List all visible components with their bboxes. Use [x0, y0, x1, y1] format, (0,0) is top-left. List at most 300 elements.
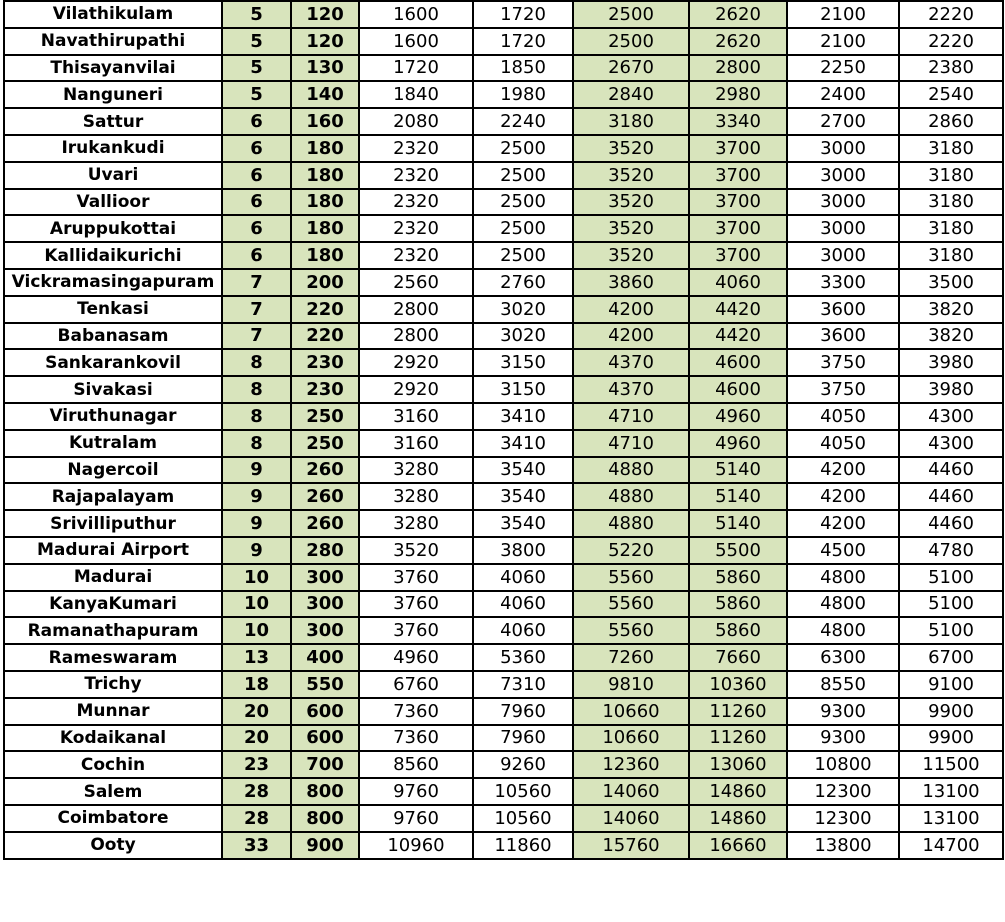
place-name: Thisayanvilai: [4, 55, 222, 82]
rate-b-cell: 2500: [473, 162, 573, 189]
rate-a-cell: 2920: [359, 349, 473, 376]
rate-a-cell: 4960: [359, 644, 473, 671]
rate-d-cell: 4420: [689, 296, 787, 323]
rate-a-cell: 1600: [359, 28, 473, 55]
rate-b-cell: 3410: [473, 403, 573, 430]
rate-a-cell: 3280: [359, 510, 473, 537]
place-name: Madurai: [4, 564, 222, 591]
place-name: Vickramasingapuram: [4, 269, 222, 296]
rate-e-cell: 4200: [787, 510, 899, 537]
rate-f-cell: 3180: [899, 135, 1003, 162]
rate-b-cell: 7960: [473, 725, 573, 752]
rate-d-cell: 2800: [689, 55, 787, 82]
rate-b-cell: 7310: [473, 671, 573, 698]
hours-cell: 6: [222, 189, 291, 216]
rate-f-cell: 3820: [899, 323, 1003, 350]
rate-c-cell: 3520: [573, 135, 689, 162]
table-row: [4, 108, 1003, 135]
rate-d-cell: 5860: [689, 564, 787, 591]
km-cell: 230: [291, 349, 359, 376]
hours-cell: 18: [222, 671, 291, 698]
hours-cell: 13: [222, 644, 291, 671]
rate-c-cell: 2840: [573, 81, 689, 108]
table-row: [4, 698, 1003, 725]
km-cell: 180: [291, 135, 359, 162]
rate-e-cell: 2100: [787, 28, 899, 55]
rate-c-cell: 3180: [573, 108, 689, 135]
hours-cell: 20: [222, 698, 291, 725]
rate-f-cell: 3180: [899, 242, 1003, 269]
place-name: Ramanathapuram: [4, 617, 222, 644]
table-row: [4, 457, 1003, 484]
table-row: [4, 296, 1003, 323]
hours-cell: 8: [222, 430, 291, 457]
rate-f-cell: 4460: [899, 510, 1003, 537]
rate-f-cell: 4300: [899, 403, 1003, 430]
rate-a-cell: 3160: [359, 403, 473, 430]
rate-c-cell: 12360: [573, 751, 689, 778]
rate-a-cell: 1720: [359, 55, 473, 82]
fare-table: [3, 0, 1004, 860]
rate-f-cell: 2860: [899, 108, 1003, 135]
place-name: Irukankudi: [4, 135, 222, 162]
place-name: Rajapalayam: [4, 483, 222, 510]
table-row: [4, 805, 1003, 832]
rate-a-cell: 2320: [359, 135, 473, 162]
rate-c-cell: 3520: [573, 215, 689, 242]
place-name: Kutralam: [4, 430, 222, 457]
table-row: [4, 644, 1003, 671]
rate-a-cell: 1840: [359, 81, 473, 108]
km-cell: 180: [291, 215, 359, 242]
rate-d-cell: 2620: [689, 28, 787, 55]
hours-cell: 20: [222, 725, 291, 752]
hours-cell: 5: [222, 28, 291, 55]
hours-cell: 9: [222, 457, 291, 484]
rate-c-cell: 3520: [573, 162, 689, 189]
rate-f-cell: 5100: [899, 617, 1003, 644]
rate-c-cell: 15760: [573, 832, 689, 859]
rate-f-cell: 3180: [899, 162, 1003, 189]
rate-b-cell: 5360: [473, 644, 573, 671]
km-cell: 550: [291, 671, 359, 698]
rate-e-cell: 6300: [787, 644, 899, 671]
rate-c-cell: 14060: [573, 805, 689, 832]
place-name: Kallidaikurichi: [4, 242, 222, 269]
km-cell: 260: [291, 510, 359, 537]
place-name: Navathirupathi: [4, 28, 222, 55]
km-cell: 300: [291, 564, 359, 591]
rate-e-cell: 3600: [787, 296, 899, 323]
place-name: Sivakasi: [4, 376, 222, 403]
km-cell: 900: [291, 832, 359, 859]
rate-e-cell: 4050: [787, 430, 899, 457]
hours-cell: 7: [222, 323, 291, 350]
rate-a-cell: 2320: [359, 162, 473, 189]
hours-cell: 9: [222, 510, 291, 537]
hours-cell: 5: [222, 55, 291, 82]
table-row: [4, 832, 1003, 859]
rate-b-cell: 2500: [473, 189, 573, 216]
rate-a-cell: 3520: [359, 537, 473, 564]
rate-a-cell: 10960: [359, 832, 473, 859]
rate-f-cell: 9100: [899, 671, 1003, 698]
rate-b-cell: 1720: [473, 1, 573, 28]
rate-f-cell: 2220: [899, 1, 1003, 28]
rate-e-cell: 4500: [787, 537, 899, 564]
rate-e-cell: 12300: [787, 805, 899, 832]
place-name: Madurai Airport: [4, 537, 222, 564]
table-row: [4, 537, 1003, 564]
km-cell: 250: [291, 403, 359, 430]
hours-cell: 7: [222, 269, 291, 296]
rate-e-cell: 3300: [787, 269, 899, 296]
rate-d-cell: 3700: [689, 135, 787, 162]
km-cell: 220: [291, 323, 359, 350]
rate-e-cell: 8550: [787, 671, 899, 698]
rate-e-cell: 3750: [787, 376, 899, 403]
rate-f-cell: 11500: [899, 751, 1003, 778]
place-name: KanyaKumari: [4, 591, 222, 618]
rate-d-cell: 4600: [689, 349, 787, 376]
rate-f-cell: 6700: [899, 644, 1003, 671]
rate-d-cell: 11260: [689, 725, 787, 752]
table-row: [4, 778, 1003, 805]
rate-b-cell: 1720: [473, 28, 573, 55]
hours-cell: 6: [222, 215, 291, 242]
rate-d-cell: 3700: [689, 189, 787, 216]
km-cell: 300: [291, 591, 359, 618]
rate-f-cell: 2380: [899, 55, 1003, 82]
place-name: Ooty: [4, 832, 222, 859]
km-cell: 180: [291, 242, 359, 269]
rate-a-cell: 8560: [359, 751, 473, 778]
rate-a-cell: 3760: [359, 564, 473, 591]
rate-c-cell: 9810: [573, 671, 689, 698]
table-row: [4, 162, 1003, 189]
rate-f-cell: 9900: [899, 698, 1003, 725]
rate-b-cell: 4060: [473, 617, 573, 644]
hours-cell: 9: [222, 537, 291, 564]
rate-e-cell: 3750: [787, 349, 899, 376]
rate-c-cell: 2670: [573, 55, 689, 82]
table-row: [4, 28, 1003, 55]
rate-c-cell: 14060: [573, 778, 689, 805]
hours-cell: 6: [222, 242, 291, 269]
rate-c-cell: 4200: [573, 323, 689, 350]
rate-a-cell: 2800: [359, 296, 473, 323]
place-name: Nagercoil: [4, 457, 222, 484]
hours-cell: 23: [222, 751, 291, 778]
rate-e-cell: 4800: [787, 617, 899, 644]
km-cell: 250: [291, 430, 359, 457]
rate-d-cell: 5500: [689, 537, 787, 564]
rate-f-cell: 4460: [899, 483, 1003, 510]
rate-f-cell: 9900: [899, 725, 1003, 752]
rate-e-cell: 4200: [787, 483, 899, 510]
place-name: Tenkasi: [4, 296, 222, 323]
rate-c-cell: 4710: [573, 430, 689, 457]
table-row: [4, 430, 1003, 457]
hours-cell: 8: [222, 403, 291, 430]
table-row: [4, 323, 1003, 350]
rate-f-cell: 5100: [899, 591, 1003, 618]
rate-d-cell: 3700: [689, 215, 787, 242]
rate-b-cell: 3410: [473, 430, 573, 457]
table-row: [4, 483, 1003, 510]
table-row: [4, 564, 1003, 591]
rate-b-cell: 2500: [473, 215, 573, 242]
rate-a-cell: 3760: [359, 617, 473, 644]
hours-cell: 8: [222, 349, 291, 376]
place-name: Aruppukottai: [4, 215, 222, 242]
rate-b-cell: 3540: [473, 457, 573, 484]
table-row: [4, 510, 1003, 537]
rate-d-cell: 11260: [689, 698, 787, 725]
table-row: [4, 349, 1003, 376]
rate-f-cell: 5100: [899, 564, 1003, 591]
rate-b-cell: 10560: [473, 778, 573, 805]
rate-b-cell: 1850: [473, 55, 573, 82]
rate-c-cell: 5220: [573, 537, 689, 564]
rate-e-cell: 3000: [787, 189, 899, 216]
rate-c-cell: 5560: [573, 617, 689, 644]
rate-c-cell: 4880: [573, 510, 689, 537]
rate-e-cell: 2250: [787, 55, 899, 82]
rate-a-cell: 2800: [359, 323, 473, 350]
place-name: Babanasam: [4, 323, 222, 350]
table-row: [4, 215, 1003, 242]
rate-d-cell: 14860: [689, 805, 787, 832]
rate-d-cell: 4960: [689, 403, 787, 430]
rate-c-cell: 3860: [573, 269, 689, 296]
hours-cell: 28: [222, 805, 291, 832]
hours-cell: 10: [222, 617, 291, 644]
rate-b-cell: 2240: [473, 108, 573, 135]
rate-b-cell: 3800: [473, 537, 573, 564]
rate-b-cell: 4060: [473, 591, 573, 618]
rate-e-cell: 3000: [787, 135, 899, 162]
rate-a-cell: 2080: [359, 108, 473, 135]
rate-f-cell: 14700: [899, 832, 1003, 859]
table-row: [4, 55, 1003, 82]
table-row: [4, 189, 1003, 216]
rate-d-cell: 14860: [689, 778, 787, 805]
hours-cell: 10: [222, 564, 291, 591]
rate-b-cell: 11860: [473, 832, 573, 859]
hours-cell: 28: [222, 778, 291, 805]
rate-c-cell: 4880: [573, 483, 689, 510]
hours-cell: 5: [222, 1, 291, 28]
rate-c-cell: 4880: [573, 457, 689, 484]
rate-f-cell: 3980: [899, 349, 1003, 376]
km-cell: 200: [291, 269, 359, 296]
rate-d-cell: 5140: [689, 483, 787, 510]
rate-a-cell: 2320: [359, 189, 473, 216]
rate-a-cell: 6760: [359, 671, 473, 698]
km-cell: 260: [291, 457, 359, 484]
place-name: Uvari: [4, 162, 222, 189]
km-cell: 120: [291, 28, 359, 55]
km-cell: 700: [291, 751, 359, 778]
hours-cell: 10: [222, 591, 291, 618]
rate-e-cell: 2100: [787, 1, 899, 28]
place-name: Nanguneri: [4, 81, 222, 108]
hours-cell: 9: [222, 483, 291, 510]
rate-b-cell: 4060: [473, 564, 573, 591]
rate-c-cell: 5560: [573, 591, 689, 618]
hours-cell: 8: [222, 376, 291, 403]
place-name: Trichy: [4, 671, 222, 698]
rate-e-cell: 3000: [787, 242, 899, 269]
rate-f-cell: 13100: [899, 805, 1003, 832]
rate-a-cell: 7360: [359, 725, 473, 752]
place-name: Sattur: [4, 108, 222, 135]
rate-d-cell: 4960: [689, 430, 787, 457]
rate-d-cell: 4060: [689, 269, 787, 296]
rate-b-cell: 3150: [473, 376, 573, 403]
table-row: [4, 135, 1003, 162]
table-row: [4, 751, 1003, 778]
rate-a-cell: 7360: [359, 698, 473, 725]
km-cell: 220: [291, 296, 359, 323]
rate-c-cell: 10660: [573, 725, 689, 752]
rate-c-cell: 2500: [573, 28, 689, 55]
km-cell: 160: [291, 108, 359, 135]
km-cell: 300: [291, 617, 359, 644]
hours-cell: 7: [222, 296, 291, 323]
hours-cell: 6: [222, 162, 291, 189]
rate-e-cell: 3000: [787, 162, 899, 189]
rate-b-cell: 2760: [473, 269, 573, 296]
place-name: Salem: [4, 778, 222, 805]
rate-c-cell: 7260: [573, 644, 689, 671]
rate-b-cell: 3020: [473, 323, 573, 350]
rate-a-cell: 2320: [359, 242, 473, 269]
km-cell: 600: [291, 725, 359, 752]
table-row: [4, 376, 1003, 403]
rate-c-cell: 2500: [573, 1, 689, 28]
km-cell: 120: [291, 1, 359, 28]
km-cell: 600: [291, 698, 359, 725]
rate-e-cell: 4200: [787, 457, 899, 484]
rate-a-cell: 2320: [359, 215, 473, 242]
place-name: Rameswaram: [4, 644, 222, 671]
rate-d-cell: 16660: [689, 832, 787, 859]
rate-f-cell: 2540: [899, 81, 1003, 108]
rate-c-cell: 10660: [573, 698, 689, 725]
rate-b-cell: 10560: [473, 805, 573, 832]
rate-e-cell: 4050: [787, 403, 899, 430]
km-cell: 400: [291, 644, 359, 671]
km-cell: 140: [291, 81, 359, 108]
rate-a-cell: 9760: [359, 778, 473, 805]
hours-cell: 33: [222, 832, 291, 859]
km-cell: 800: [291, 778, 359, 805]
rate-e-cell: 4800: [787, 591, 899, 618]
rate-a-cell: 2920: [359, 376, 473, 403]
rate-e-cell: 12300: [787, 778, 899, 805]
rate-b-cell: 3540: [473, 483, 573, 510]
km-cell: 180: [291, 189, 359, 216]
rate-f-cell: 13100: [899, 778, 1003, 805]
rate-c-cell: 3520: [573, 242, 689, 269]
place-name: Cochin: [4, 751, 222, 778]
rate-b-cell: 1980: [473, 81, 573, 108]
rate-d-cell: 2980: [689, 81, 787, 108]
rate-c-cell: 3520: [573, 189, 689, 216]
table-row: [4, 81, 1003, 108]
fare-table-body: [4, 1, 1003, 859]
rate-d-cell: 3340: [689, 108, 787, 135]
rate-e-cell: 3000: [787, 215, 899, 242]
rate-b-cell: 2500: [473, 242, 573, 269]
place-name: Vallioor: [4, 189, 222, 216]
rate-d-cell: 5860: [689, 617, 787, 644]
km-cell: 180: [291, 162, 359, 189]
rate-d-cell: 7660: [689, 644, 787, 671]
rate-b-cell: 2500: [473, 135, 573, 162]
rate-c-cell: 4370: [573, 376, 689, 403]
rate-d-cell: 10360: [689, 671, 787, 698]
rate-e-cell: 13800: [787, 832, 899, 859]
place-name: Munnar: [4, 698, 222, 725]
rate-e-cell: 9300: [787, 698, 899, 725]
rate-f-cell: 4780: [899, 537, 1003, 564]
rate-b-cell: 3020: [473, 296, 573, 323]
table-row: [4, 403, 1003, 430]
rate-f-cell: 3980: [899, 376, 1003, 403]
rate-b-cell: 9260: [473, 751, 573, 778]
rate-b-cell: 7960: [473, 698, 573, 725]
rate-f-cell: 4460: [899, 457, 1003, 484]
km-cell: 280: [291, 537, 359, 564]
km-cell: 800: [291, 805, 359, 832]
place-name: Vilathikulam: [4, 1, 222, 28]
rate-f-cell: 3500: [899, 269, 1003, 296]
rate-e-cell: 9300: [787, 725, 899, 752]
rate-a-cell: 2560: [359, 269, 473, 296]
rate-c-cell: 4200: [573, 296, 689, 323]
rate-f-cell: 2220: [899, 28, 1003, 55]
km-cell: 260: [291, 483, 359, 510]
place-name: Sankarankovil: [4, 349, 222, 376]
place-name: Coimbatore: [4, 805, 222, 832]
rate-f-cell: 3820: [899, 296, 1003, 323]
rate-a-cell: 3760: [359, 591, 473, 618]
place-name: Viruthunagar: [4, 403, 222, 430]
place-name: Srivilliputhur: [4, 510, 222, 537]
hours-cell: 5: [222, 81, 291, 108]
table-row: [4, 269, 1003, 296]
rate-d-cell: 5860: [689, 591, 787, 618]
place-name: Kodaikanal: [4, 725, 222, 752]
rate-d-cell: 3700: [689, 242, 787, 269]
table-row: [4, 671, 1003, 698]
rate-d-cell: 2620: [689, 1, 787, 28]
hours-cell: 6: [222, 108, 291, 135]
rate-d-cell: 4420: [689, 323, 787, 350]
table-row: [4, 1, 1003, 28]
rate-e-cell: 3600: [787, 323, 899, 350]
table-row: [4, 242, 1003, 269]
rate-f-cell: 3180: [899, 189, 1003, 216]
rate-c-cell: 4370: [573, 349, 689, 376]
table-row: [4, 591, 1003, 618]
rate-d-cell: 3700: [689, 162, 787, 189]
rate-e-cell: 2400: [787, 81, 899, 108]
rate-b-cell: 3540: [473, 510, 573, 537]
